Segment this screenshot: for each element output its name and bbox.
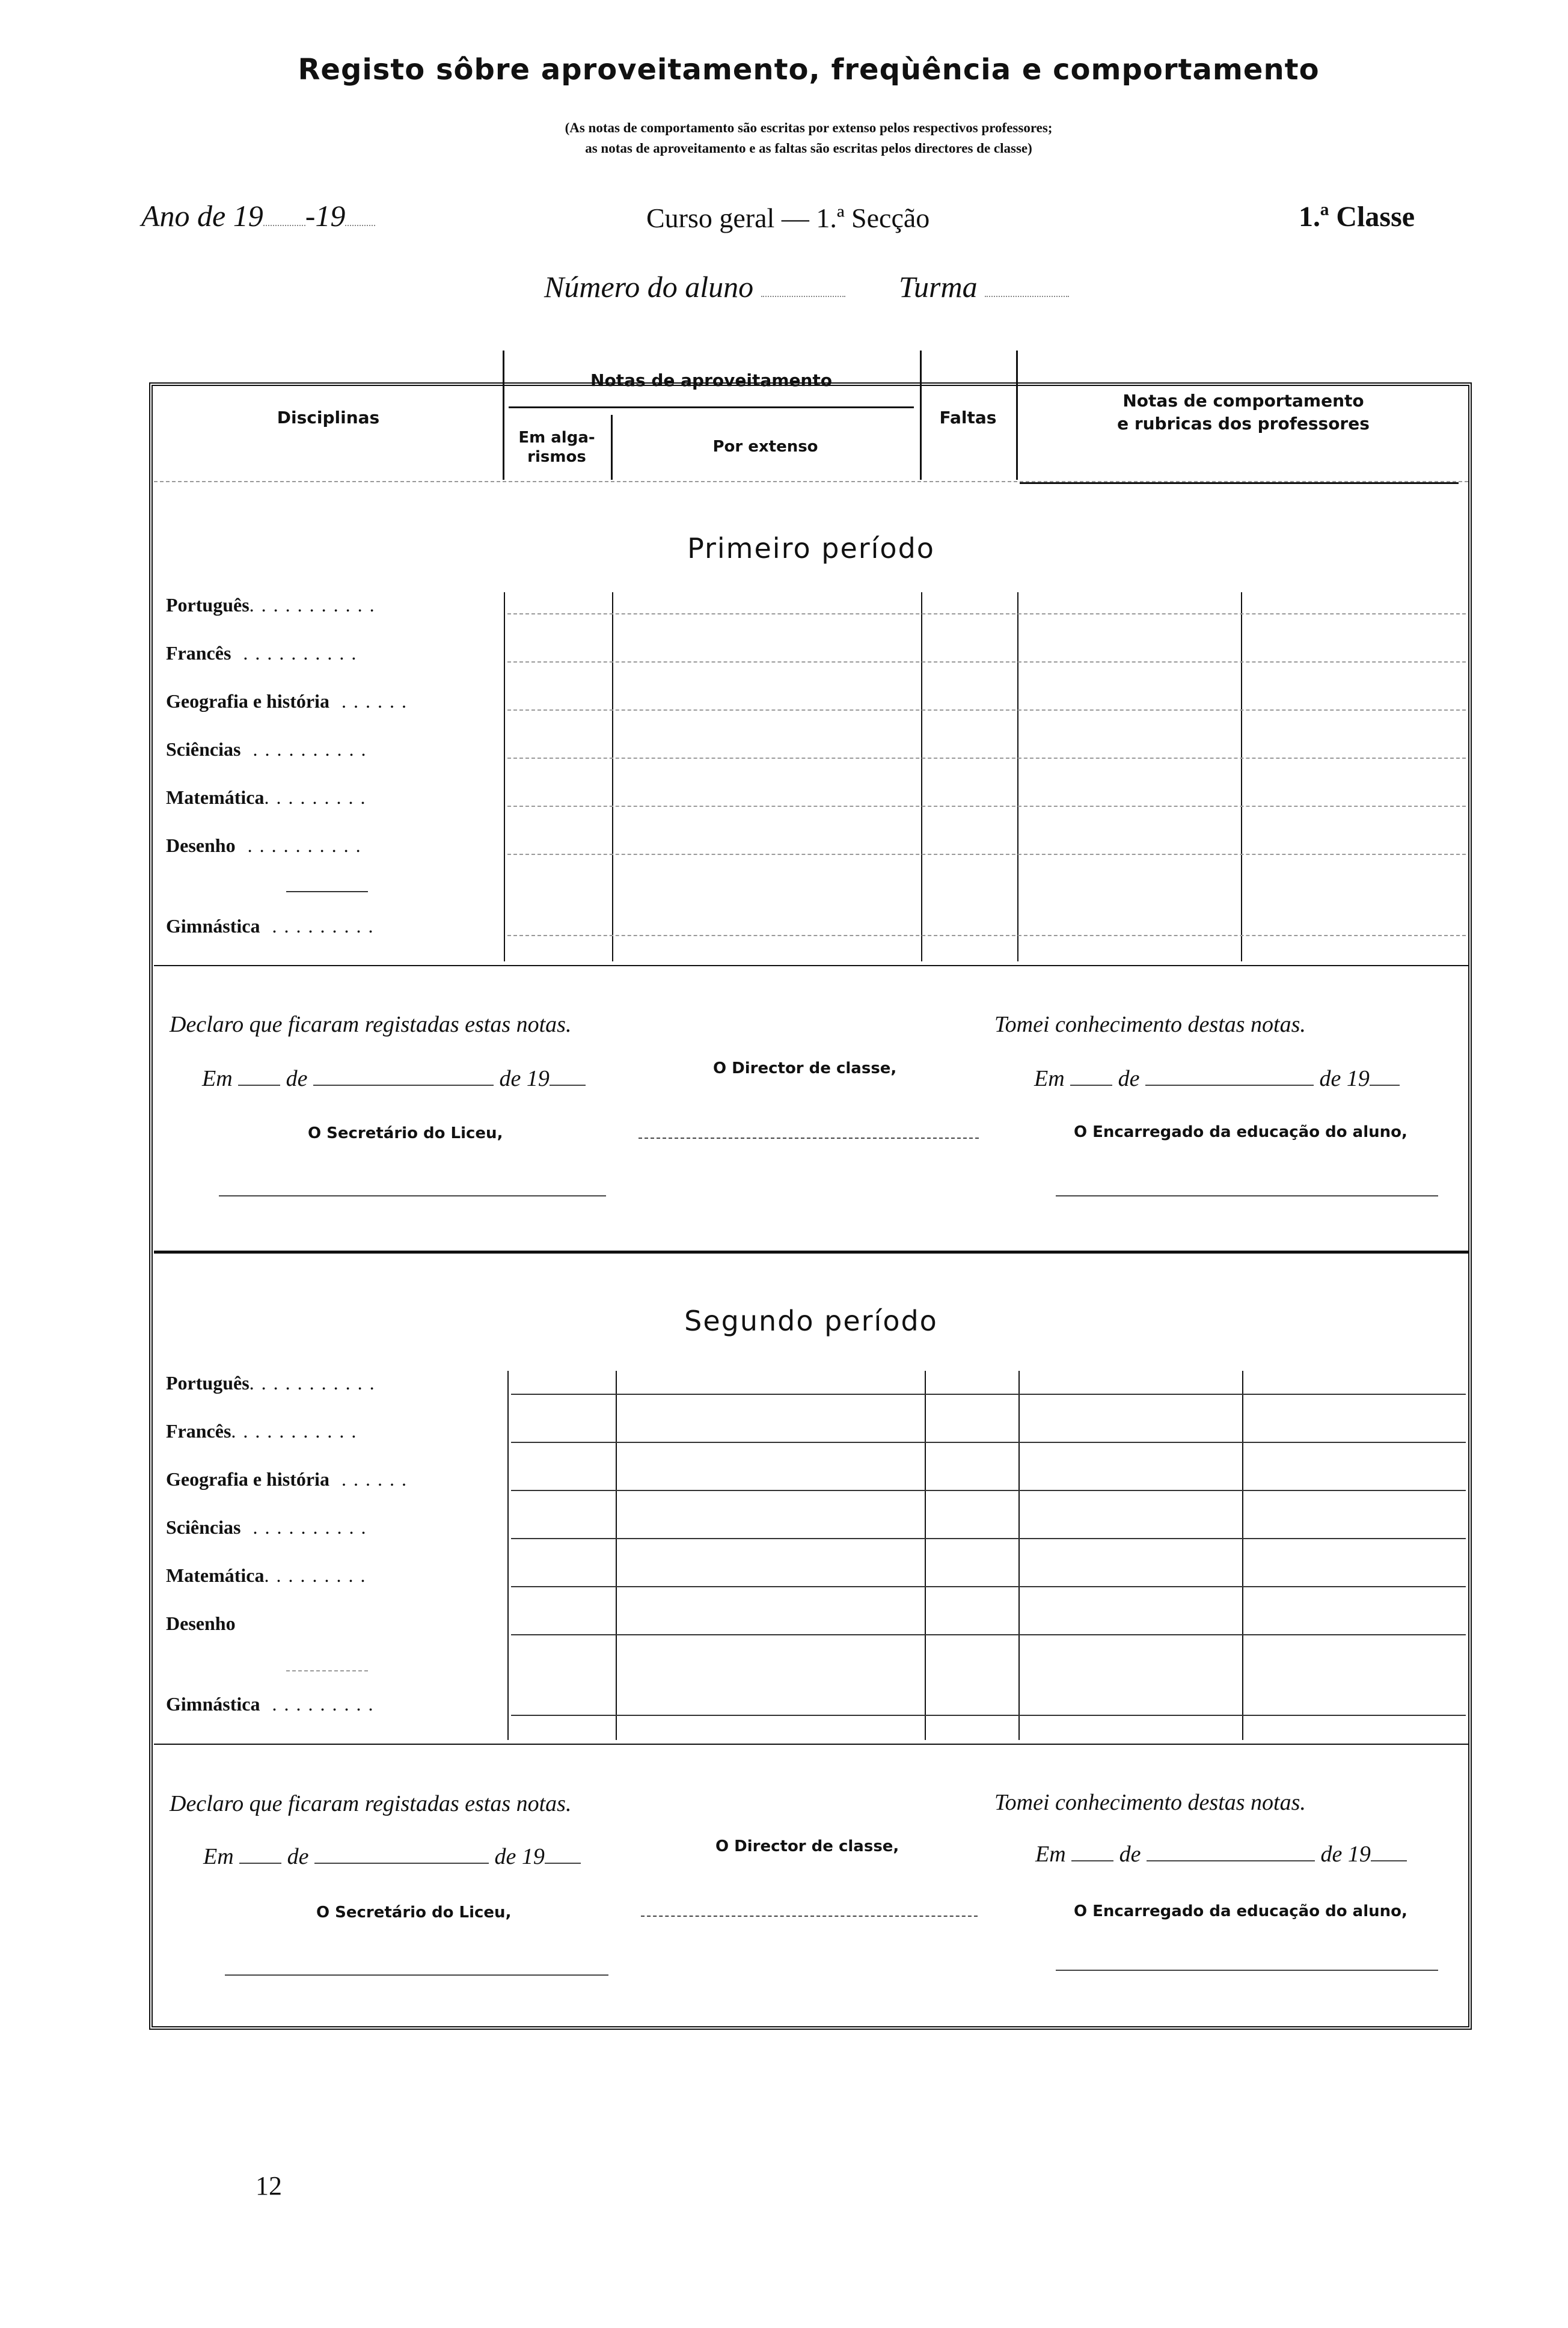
subtitle-line-2: as notas de aproveitamento e as faltas são escritas pelos directores de classe): [585, 141, 1032, 156]
header-conduct-line-1: Notas de comportamento: [1122, 391, 1364, 411]
extra-subject-line: [286, 891, 368, 892]
subject-row: Gimnástica .........: [166, 1693, 381, 1715]
subject-label: Geografia e história: [166, 1468, 329, 1490]
subject-label: Gimnástica: [166, 1693, 260, 1715]
p2-row-line: [511, 1586, 1466, 1587]
p2-col-line-e: [1242, 1371, 1243, 1740]
subject-label: Desenho: [166, 835, 236, 856]
subject-label: Gimnástica: [166, 915, 260, 937]
p2-row-line: [511, 1442, 1466, 1443]
subject-row: Gimnástica .........: [166, 915, 381, 937]
secretary-label-2: O Secretário do Liceu,: [316, 1904, 512, 1922]
p1-row-line: [507, 935, 1466, 936]
student-number-field: [544, 269, 845, 304]
subject-label: Sciências: [166, 1516, 241, 1538]
director-signature-line-1: [639, 1138, 979, 1139]
conduct-bracket-line: [1020, 482, 1459, 484]
year-label: Ano de 19: [141, 199, 263, 233]
p2-row-line: [511, 1538, 1466, 1539]
subject-label: Matemática: [166, 1564, 265, 1586]
course-label: Curso geral — 1.ª Secção: [646, 203, 930, 233]
class-label: 1.ª Classe: [1299, 201, 1415, 233]
guardian-label-1: O Encarregado da educação do aluno,: [1074, 1123, 1407, 1141]
guardian-label-2: O Encarregado da educação do aluno,: [1074, 1902, 1407, 1920]
de-label: de: [1119, 1842, 1141, 1867]
header-absences: Faltas: [939, 408, 997, 427]
page-subtitle: [0, 118, 1568, 159]
p1-row-line: [507, 661, 1466, 663]
date-right-1: [1034, 1065, 1400, 1092]
em-label: Em: [203, 1844, 234, 1869]
header-in-figures-line-2: rismos: [527, 448, 586, 466]
subject-row: Português...........: [166, 1372, 382, 1394]
extra-subject-line-2: [286, 1670, 368, 1671]
header-conduct-line-2: e rubricas dos professores: [1117, 414, 1370, 433]
header-disciplines: Disciplinas: [277, 408, 380, 427]
page-title: Registo sôbre aproveitamento, freqùência e comportamento: [298, 53, 1320, 87]
de-label: de: [286, 1066, 308, 1091]
subject-row: [166, 1613, 236, 1635]
subject-row: Sciências ..........: [166, 738, 373, 760]
p2-row-line: [511, 1634, 1466, 1635]
year-field: [141, 198, 375, 233]
p1-row-line: [507, 709, 1466, 711]
subtitle-line-1: (As notas de comportamento são escritas por extenso pelos respectivos professores;: [565, 120, 1053, 135]
secretary-signature-line-1: [219, 1195, 606, 1196]
de19-label: de 19: [1319, 1066, 1370, 1091]
subject-row: Português...........: [166, 594, 382, 616]
p1-col-line-c: [921, 592, 922, 961]
subject-label: Francês: [166, 1420, 231, 1442]
turma-field: [899, 269, 1069, 304]
p1-row-line: [507, 613, 1466, 614]
period-separator: [154, 1251, 1468, 1254]
guardian-signature-line-2: [1056, 1970, 1438, 1971]
subject-label: Desenho: [166, 1613, 236, 1634]
p1-row-line: [507, 806, 1466, 807]
period-title-1: Primeiro período: [687, 532, 935, 565]
grades-form: [149, 382, 1472, 2030]
subject-label: Francês: [166, 642, 231, 664]
p1-col-line-d: [1017, 592, 1018, 961]
date-left-2: [203, 1843, 581, 1870]
em-label: Em: [1034, 1066, 1065, 1091]
declaration-right-1: Tomei conhecimento destas notas.: [994, 1012, 1306, 1037]
em-label: Em: [1035, 1842, 1066, 1867]
header-grades: Notas de aproveitamento: [590, 370, 832, 390]
subject-row: Francês ..........: [166, 642, 364, 664]
declaration-left-2: Declaro que ficaram registadas estas notas.: [170, 1791, 572, 1816]
director-label-2: O Director de classe,: [715, 1837, 899, 1855]
header-in-figures-line-1: Em alga-: [518, 429, 595, 447]
p1-col-line-e: [1241, 592, 1242, 961]
subject-row: Geografia e história ......: [166, 1468, 414, 1490]
page-number: 12: [256, 2171, 282, 2201]
p2-col-line-b: [616, 1371, 617, 1740]
date-right-2: [1035, 1841, 1407, 1867]
guardian-signature-line-1: [1056, 1195, 1438, 1196]
subject-label: Geografia e história: [166, 690, 329, 712]
year-separator: -19: [305, 199, 346, 233]
p2-table-bottom: [154, 1744, 1468, 1745]
p2-col-line-d: [1018, 1371, 1020, 1740]
subject-row: Matemática.........: [166, 1564, 373, 1586]
p1-row-line: [507, 854, 1466, 855]
de19-label: de 19: [494, 1844, 545, 1869]
director-signature-line-2: [641, 1916, 978, 1917]
grades-bracket-line: [509, 406, 914, 408]
em-label: Em: [202, 1066, 233, 1091]
director-label-1: O Director de classe,: [713, 1059, 897, 1077]
p1-row-line: [507, 758, 1466, 759]
subject-row: Francês...........: [166, 1420, 364, 1442]
student-number-label: Número do aluno: [544, 270, 754, 304]
subject-row: Matemática.........: [166, 786, 373, 808]
p1-col-line-a: [504, 592, 505, 961]
de19-label: de 19: [1320, 1842, 1371, 1867]
de19-label: de 19: [499, 1066, 550, 1091]
header-conduct: [1016, 390, 1471, 435]
p2-row-line: [511, 1715, 1466, 1716]
declaration-left-1: Declaro que ficaram registadas estas notas.: [170, 1012, 572, 1037]
p2-row-line: [511, 1394, 1466, 1395]
subject-label: Sciências: [166, 738, 241, 760]
p2-col-line-c: [925, 1371, 926, 1740]
secretary-signature-line-2: [225, 1974, 608, 1976]
de-label: de: [1118, 1066, 1140, 1091]
subject-label: Português: [166, 1372, 250, 1394]
p1-table-bottom: [154, 965, 1468, 966]
secretary-label-1: O Secretário do Liceu,: [308, 1124, 503, 1142]
de-label: de: [287, 1844, 309, 1869]
subject-label: Português: [166, 594, 250, 616]
p2-col-line-a: [507, 1371, 509, 1740]
period-title-2: Segundo período: [684, 1305, 938, 1337]
subject-label: Matemática: [166, 786, 265, 808]
header-bottom-rule: [154, 481, 1468, 482]
header-in-words: Por extenso: [712, 438, 818, 456]
p2-row-line: [511, 1490, 1466, 1491]
p1-col-line-b: [612, 592, 613, 961]
turma-label: Turma: [899, 270, 978, 304]
subject-row: Sciências ..........: [166, 1516, 373, 1538]
declaration-right-2: Tomei conhecimento destas notas.: [994, 1790, 1306, 1815]
subject-row: Desenho ..........: [166, 835, 368, 856]
subject-row: Geografia e história ......: [166, 690, 414, 712]
date-left-1: [202, 1065, 586, 1092]
header-in-figures: [503, 428, 611, 467]
